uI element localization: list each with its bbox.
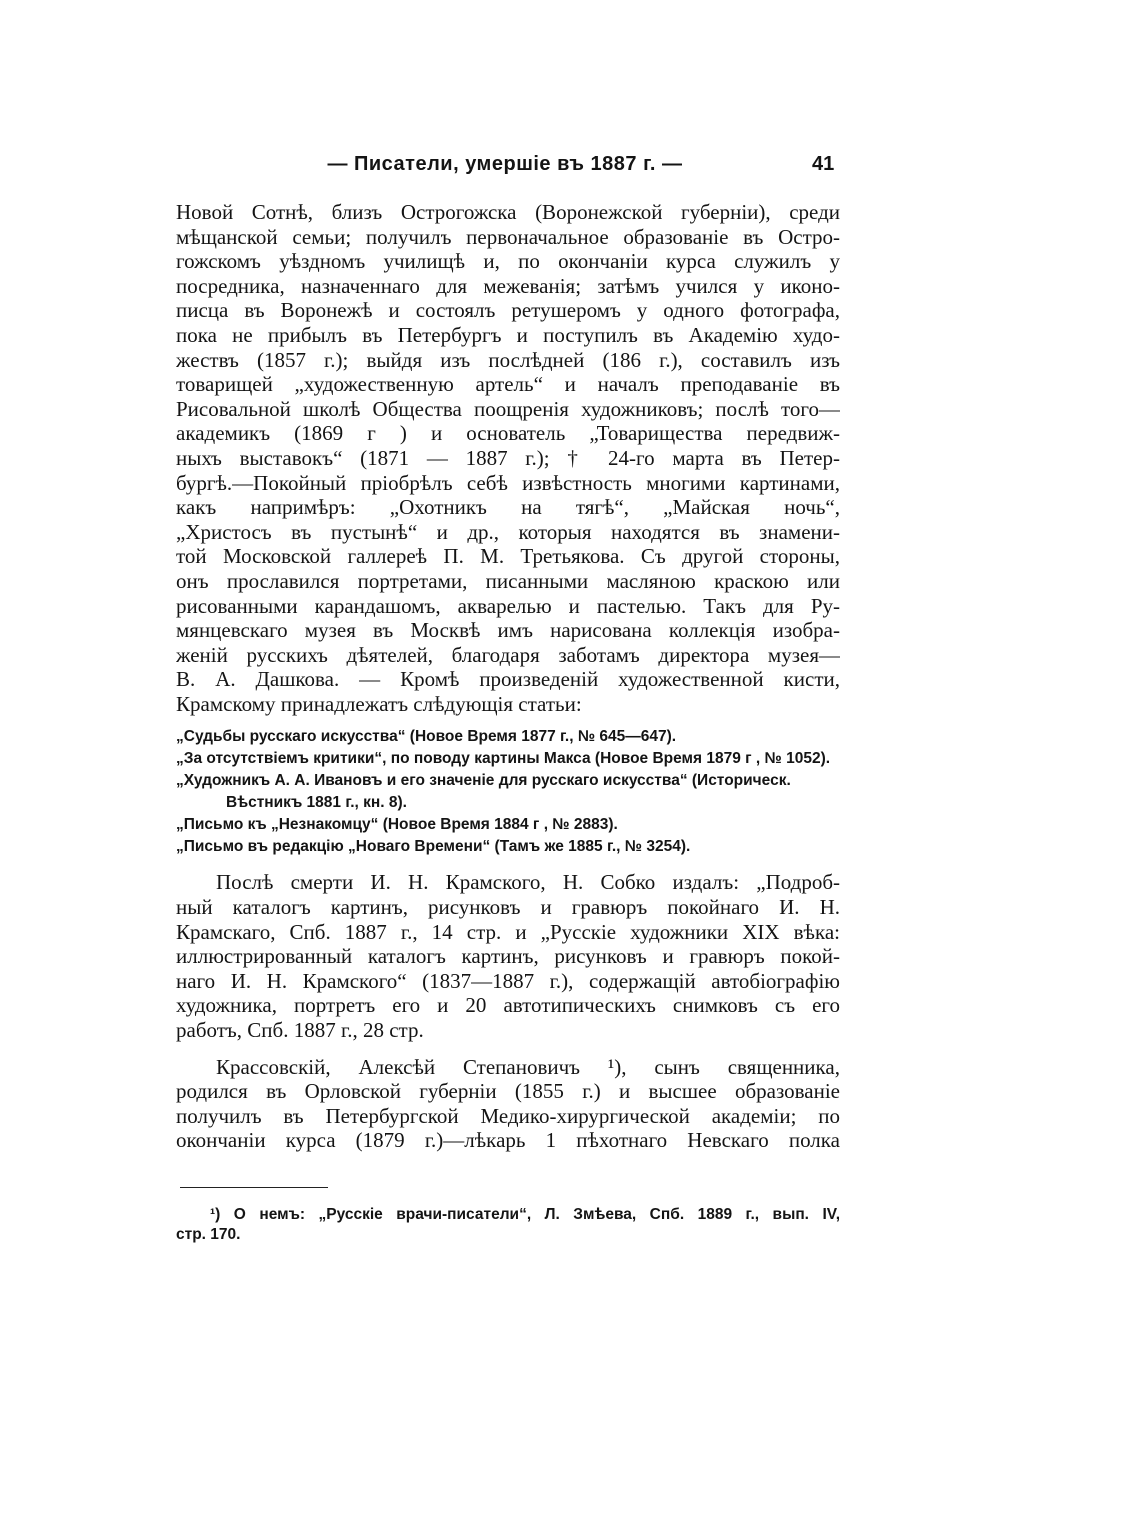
text-line: ный каталогъ картинъ, рисунковъ и гравюръ покойнаго И. Н. (176, 895, 840, 920)
text-line: жествъ (1857 г.); выйдя изъ послѣдней (186 г.), составилъ изъ (176, 347, 840, 372)
footnote-divider (180, 1187, 328, 1188)
articles-list (176, 726, 840, 858)
text-line: Рисовальной школѣ Общества поощренія художниковъ; послѣ того— (176, 396, 840, 421)
text-line: той Московской галлереѣ П. М. Третьякова. Съ другой стороны, (176, 544, 840, 569)
footnote-line: ¹) О немъ: „Русскіе врачи-писатели“, Л. Змѣева, Спб. 1889 г., вып. IV, (210, 1206, 840, 1223)
text-line: онъ прославился портретами, писанными масляною краскою или (176, 568, 840, 593)
text-line: наго И. Н. Крамского“ (1837—1887 г.), содержащій автобіографію (176, 968, 840, 993)
text-line: мянцевскаго музея въ Москвѣ имъ нарисована коллекція изобра- (176, 618, 840, 643)
text-line: иллюстрированный каталогъ картинъ, рисунковъ и гравюръ покой- (176, 944, 840, 969)
text-line: гожскомъ уѣздномъ училищѣ и, по окончаніи курса служилъ у (176, 249, 840, 274)
text-line: академикъ (1869 г ) и основатель „Товарищества передвиж- (176, 421, 840, 446)
body-text (176, 200, 840, 1153)
text-line: посредника, назначеннаго для межеванія; затѣмъ учился у иконо- (176, 273, 840, 298)
text-line: получилъ въ Петербургской Медико-хирургической академіи; по (176, 1103, 840, 1128)
page-number: 41 (812, 153, 835, 175)
article-reference: „Письмо въ редакцію „Новаго Времени“ (Тамъ же 1885 г., № 3254). (176, 838, 691, 856)
text-line: мѣщанской семьи; получилъ первоначальное образованіе въ Остро- (176, 224, 840, 249)
text-line: В. А. Дашкова. — Кромѣ произведеній художественной кисти, (176, 667, 840, 692)
footnote-line: стр. 170. (176, 1226, 241, 1243)
article-reference: „За отсутствіемъ критики“, по поводу картины Макса (Новое Время 1879 г , № 1052). (176, 750, 831, 768)
running-title: — Писатели, умершіе въ 1887 г. — (327, 153, 683, 175)
paragraph-kramskoy-biography (176, 200, 840, 716)
text-line: родился въ Орловской губерніи (1855 г.) и высшее образованіе (176, 1079, 840, 1104)
text-line: работъ, Спб. 1887 г., 28 стр. (176, 1018, 424, 1043)
text-line: художника, портретъ его и 20 автотипическихъ снимковъ съ его (176, 993, 840, 1018)
text-line: товарищей „художественную артель“ и началъ преподаваніе въ (176, 372, 840, 397)
text-line: писца въ Воронежѣ и состоялъ ретушеромъ у одного фотографа, (176, 298, 840, 323)
article-reference: „Художникъ А. А. Ивановъ и его значеніе для русскаго искусства“ (Историческ. (176, 772, 791, 790)
text-line: окончаніи курса (1879 г.)—лѣкарь 1 пѣхотнаго Невскаго полка (176, 1128, 840, 1153)
text-line: бургѣ.—Покойный пріобрѣлъ себѣ извѣстность многими картинами, (176, 470, 840, 495)
article-reference: „Письмо къ „Незнакомцу“ (Новое Время 1884 г , № 2883). (176, 816, 618, 834)
paragraph-gap (176, 1043, 840, 1055)
text-line: Новой Сотнѣ, близъ Острогожска (Воронежской губерніи), среди (176, 200, 840, 224)
text-line: „Христосъ въ пустынѣ“ и др., которыя находятся въ знамени- (176, 519, 840, 544)
text-line: пока не прибылъ въ Петербургъ и поступилъ въ Академію худо- (176, 322, 840, 347)
text-line: женій русскихъ дѣятелей, благодаря заботамъ директора музея— (176, 642, 840, 667)
text-line: какъ напримѣръ: „Охотникъ на тягѣ“, „Майская ночь“, (176, 495, 840, 520)
footnote (176, 1205, 840, 1245)
text-line: рисованными карандашомъ, акварелью и пастелью. Такъ для Ру- (176, 593, 840, 618)
text-line: ныхъ выставокъ“ (1871 — 1887 г.); † 24-го марта въ Петер- (176, 445, 840, 470)
paragraph-sobko-catalogue (176, 870, 840, 1042)
article-reference: „Судьбы русскаго искусства“ (Новое Время 1877 г., № 645—647). (176, 728, 677, 746)
text-line: Крамскому принадлежатъ слѣдующія статьи: (176, 691, 582, 716)
text-line: Крамскаго, Спб. 1887 г., 14 стр. и „Русскіе художники XIX вѣка: (176, 919, 840, 944)
text-line: Послѣ смерти И. Н. Крамского, Н. Собко издалъ: „Подроб- (216, 870, 840, 895)
paragraph-krassovsky-biography (176, 1055, 840, 1153)
article-reference-continuation: Вѣстникъ 1881 г., кн. 8). (226, 794, 407, 812)
text-line: Крассовскій, Алексѣй Степановичъ ¹), сынъ священника, (216, 1054, 840, 1079)
